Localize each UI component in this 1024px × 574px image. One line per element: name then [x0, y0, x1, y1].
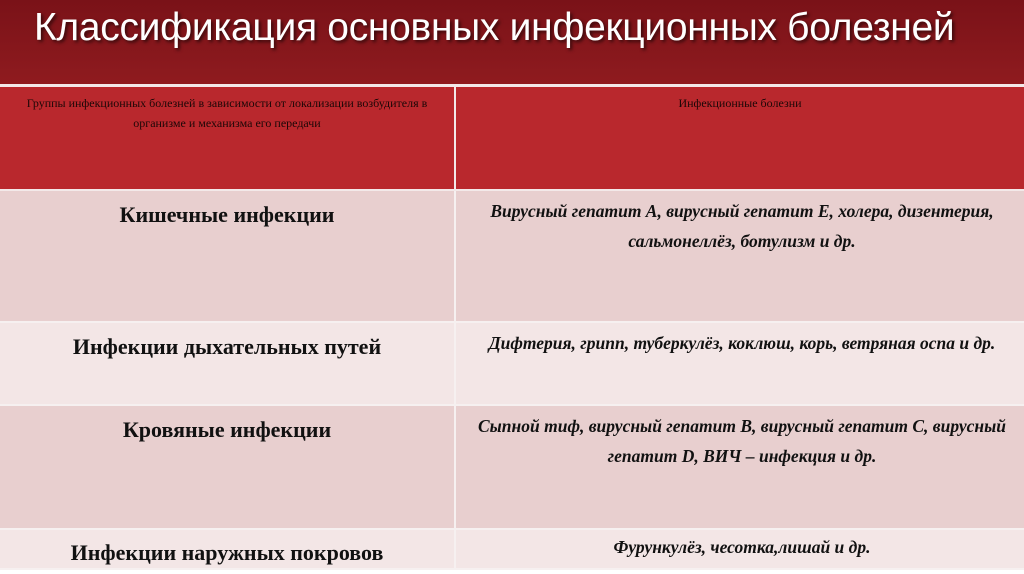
slide-title: Классификация основных инфекционных болезней [34, 6, 955, 49]
table-header-row [0, 87, 1024, 190]
table-row [0, 529, 1024, 569]
header-groups: Группы инфекционных болезней в зависимости от локализации возбудителя в организме и механизма его передачи [0, 87, 455, 190]
header-diseases: Инфекционные болезни [455, 87, 1024, 190]
group-cell: Кровяные инфекции [0, 405, 455, 529]
diseases-cell: Вирусный гепатит А, вирусный гепатит Е, холера, дизентерия, сальмонеллёз, ботулизм и др. [455, 190, 1024, 322]
table-row [0, 405, 1024, 529]
classification-table [0, 87, 1024, 570]
title-bar [0, 0, 1024, 84]
diseases-cell: Сыпной тиф, вирусный гепатит В, вирусный гепатит С, вирусный гепатит D, ВИЧ – инфекция и др. [455, 405, 1024, 529]
group-cell: Кишечные инфекции [0, 190, 455, 322]
diseases-cell: Дифтерия, грипп, туберкулёз, коклюш, корь, ветряная оспа и др. [455, 322, 1024, 405]
table-row [0, 190, 1024, 322]
diseases-cell: Фурункулёз, чесотка,лишай и др. [455, 529, 1024, 569]
group-cell: Инфекции наружных покровов [0, 529, 455, 569]
table-row [0, 322, 1024, 405]
group-cell: Инфекции дыхательных путей [0, 322, 455, 405]
